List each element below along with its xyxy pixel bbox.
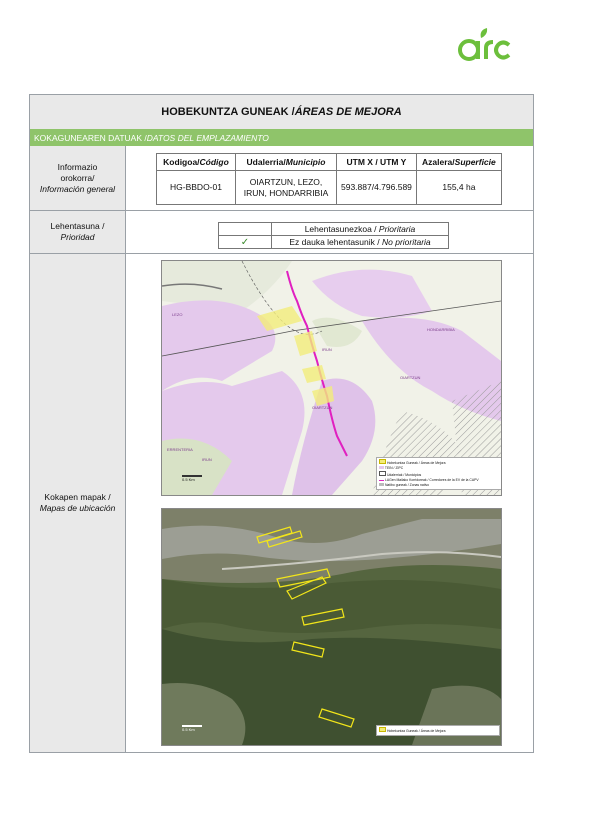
data-sheet — [29, 94, 534, 753]
map-place-label: ERRENTERIA — [167, 447, 193, 452]
map-legend: Hobekuntza Guneak / Áreas de Mejora — [376, 725, 500, 736]
map-place-label: LEZO — [172, 312, 183, 317]
priority-option-1: Lehentasunezkoa / Prioritaria — [272, 223, 449, 236]
col-code: Kodigoa/Código — [157, 154, 236, 171]
col-utm: UTM X / UTM Y — [337, 154, 417, 171]
map-place-label: IRUN — [202, 457, 212, 462]
arc-logo — [457, 28, 513, 66]
map-scale-bar: 0.5 Km — [182, 725, 202, 732]
map-place-label: HONDARRIBIA — [427, 327, 455, 332]
location-map-aerial — [161, 508, 502, 746]
code-value: HG-BBDO-01 — [157, 171, 236, 205]
municipality-value: OIARTZUN, LEZO, IRUN, HONDARRIBIA — [236, 171, 337, 205]
map-place-label: IRUN — [322, 347, 332, 352]
priority-check-2: ✓ — [219, 236, 272, 249]
general-info-table — [156, 153, 502, 205]
priority-check-1 — [219, 223, 272, 236]
map-legend: Hobekuntza Guneak / Áreas de Mejora TEIN / ZIPC Udalerriak / Municipios LAGen Mailako Korridoreak / Corredores de la EV de la CAPV Natibo guneak / Zonas nativo — [376, 457, 502, 490]
map-place-label: OIARTZUN — [312, 405, 333, 410]
utm-value: 593.887/4.796.589 — [337, 171, 417, 205]
maps-label: Kokapen mapak / Mapas de ubicación — [30, 254, 126, 752]
col-municipality: Udalerria/Municipio — [236, 154, 337, 171]
page-title: HOBEKUNTZA GUNEAK / ÁREAS DE MEJORA — [30, 95, 533, 130]
priority-table — [218, 222, 449, 249]
location-map-topographic — [161, 260, 502, 496]
map-place-label: OIARTZUN — [400, 375, 421, 380]
map-scale-bar: 0.5 Km — [182, 475, 202, 482]
priority-label: Lehentasuna / Prioridad — [30, 211, 126, 253]
surface-value: 155,4 ha — [416, 171, 501, 205]
general-info-label: Informazio orokorra/ Información general — [30, 146, 126, 210]
section-header: KOKAGUNEAREN DATUAK / DATOS DEL EMPLAZAMIENTO — [30, 129, 533, 146]
priority-option-2: Ez dauka lehentasunik / No prioritaria — [272, 236, 449, 249]
col-surface: Azalera/Superficie — [416, 154, 501, 171]
